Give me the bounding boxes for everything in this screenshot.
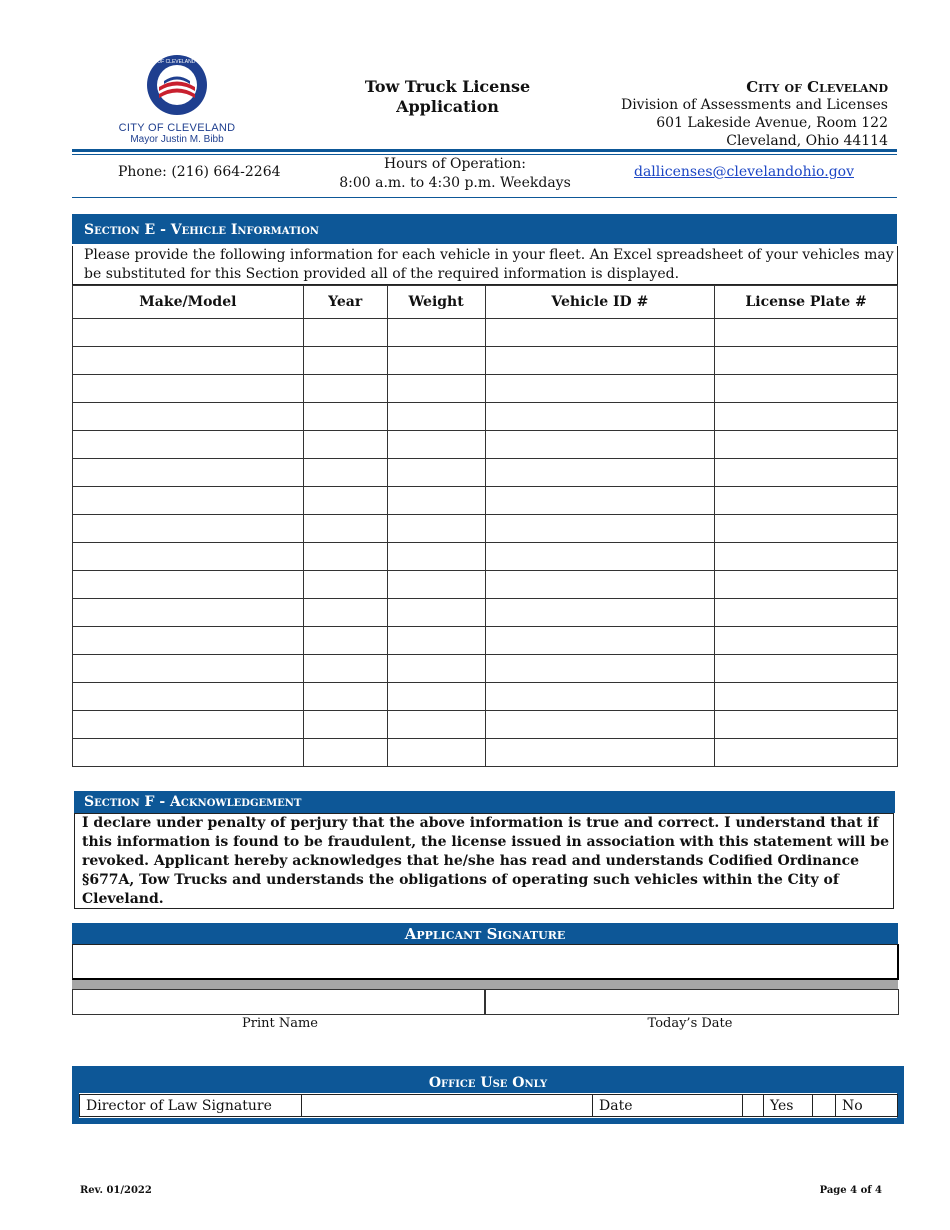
cell-weight[interactable] (387, 319, 485, 347)
title-line-1: Tow Truck License (364, 77, 531, 96)
signature-field[interactable] (72, 944, 899, 980)
cell-weight[interactable] (387, 487, 485, 515)
vehicle-row (73, 683, 898, 711)
email-link[interactable]: dallicenses@clevelandohio.gov (634, 164, 854, 180)
vehicle-row (73, 543, 898, 571)
revision-label: Rev. 01/2022 (80, 1185, 152, 1196)
vehicle-row (73, 375, 898, 403)
cell-weight[interactable] (387, 627, 485, 655)
cell-year[interactable] (303, 571, 387, 599)
cell-vehicle-id[interactable] (485, 711, 715, 739)
office-date-label: Date (593, 1095, 743, 1117)
cell-make-model[interactable] (73, 487, 304, 515)
section-e-header: Section E - Vehicle Information (72, 214, 897, 244)
cell-year[interactable] (303, 459, 387, 487)
phone-number: Phone: (216) 664-2264 (118, 164, 281, 180)
cell-make-model[interactable] (73, 571, 304, 599)
page-number: Page 4 of 4 (819, 1185, 882, 1196)
city-logo (112, 54, 242, 145)
todays-date-field[interactable] (484, 989, 899, 1015)
cell-year[interactable] (303, 739, 387, 767)
office-address (621, 78, 888, 150)
cell-vehicle-id[interactable] (485, 347, 715, 375)
cell-vehicle-id[interactable] (485, 431, 715, 459)
cell-year[interactable] (303, 683, 387, 711)
cell-weight[interactable] (387, 571, 485, 599)
signature-divider (72, 980, 898, 989)
cell-vehicle-id[interactable] (485, 655, 715, 683)
cell-vehicle-id[interactable] (485, 515, 715, 543)
logo-city-label: CITY OF CLEVELAND (118, 122, 236, 134)
cell-license-plate[interactable] (715, 319, 898, 347)
cell-make-model[interactable] (73, 739, 304, 767)
page-title (330, 77, 565, 117)
cell-year[interactable] (303, 375, 387, 403)
hours-of-operation (320, 155, 590, 193)
cell-weight[interactable] (387, 347, 485, 375)
no-label: No (836, 1095, 898, 1117)
cell-year[interactable] (303, 515, 387, 543)
cell-make-model[interactable] (73, 375, 304, 403)
cell-weight[interactable] (387, 543, 485, 571)
print-name-field[interactable] (72, 989, 486, 1015)
cell-weight[interactable] (387, 459, 485, 487)
cell-make-model[interactable] (73, 515, 304, 543)
yes-checkbox[interactable] (743, 1095, 764, 1117)
cell-weight[interactable] (387, 683, 485, 711)
svg-text:CITY OF CLEVELAND OHIO: CITY OF CLEVELAND OHIO (146, 59, 208, 65)
cell-weight[interactable] (387, 515, 485, 543)
office-use-header: Office Use Only (79, 1072, 897, 1093)
cell-weight[interactable] (387, 431, 485, 459)
cell-license-plate[interactable] (715, 431, 898, 459)
logo-mayor-label: Mayor Justin M. Bibb (130, 134, 224, 145)
cell-vehicle-id[interactable] (485, 487, 715, 515)
vehicle-row (73, 739, 898, 767)
cell-make-model[interactable] (73, 459, 304, 487)
cell-license-plate[interactable] (715, 571, 898, 599)
yes-label: Yes (764, 1095, 813, 1117)
cell-vehicle-id[interactable] (485, 459, 715, 487)
col-license-plate: License Plate # (715, 286, 898, 319)
cell-make-model[interactable] (73, 403, 304, 431)
cell-weight[interactable] (387, 375, 485, 403)
hours-label: Hours of Operation: (383, 156, 527, 172)
title-line-2: Application (396, 97, 499, 116)
director-signature-field[interactable] (302, 1095, 593, 1117)
cell-year[interactable] (303, 655, 387, 683)
cell-weight[interactable] (387, 711, 485, 739)
cell-weight[interactable] (387, 403, 485, 431)
cell-weight[interactable] (387, 655, 485, 683)
cell-license-plate[interactable] (715, 487, 898, 515)
cell-year[interactable] (303, 711, 387, 739)
cell-vehicle-id[interactable] (485, 403, 715, 431)
col-weight: Weight (387, 286, 485, 319)
col-year: Year (303, 286, 387, 319)
cell-year[interactable] (303, 403, 387, 431)
office-use-table (79, 1094, 898, 1117)
cell-vehicle-id[interactable] (485, 375, 715, 403)
cell-year[interactable] (303, 599, 387, 627)
cell-year[interactable] (303, 319, 387, 347)
director-signature-label: Director of Law Signature (80, 1095, 302, 1117)
cell-license-plate[interactable] (715, 711, 898, 739)
cell-license-plate[interactable] (715, 403, 898, 431)
hours-value: 8:00 a.m. to 4:30 p.m. Weekdays (339, 175, 571, 191)
print-name-label: Print Name (242, 1016, 318, 1031)
address-line-1: 601 Lakeside Avenue, Room 122 (656, 115, 888, 131)
cell-make-model[interactable] (73, 347, 304, 375)
cell-year[interactable] (303, 347, 387, 375)
applicant-signature-header: Applicant Signature (72, 923, 898, 944)
vehicle-row (73, 515, 898, 543)
cell-license-plate[interactable] (715, 683, 898, 711)
cell-year[interactable] (303, 627, 387, 655)
section-e-instructions: Please provide the following information for each vehicle in your fleet. An Excel spreadsheet of your vehicles may be substituted for this Section provided all of the required information is displayed. (72, 246, 898, 285)
cell-license-plate[interactable] (715, 543, 898, 571)
vehicle-row (73, 655, 898, 683)
vehicle-row (73, 571, 898, 599)
cell-make-model[interactable] (73, 627, 304, 655)
cell-vehicle-id[interactable] (485, 599, 715, 627)
cell-vehicle-id[interactable] (485, 543, 715, 571)
vehicle-row (73, 599, 898, 627)
vehicle-row (73, 403, 898, 431)
header-rule-thick (72, 149, 897, 152)
vehicle-row (73, 459, 898, 487)
cell-license-plate[interactable] (715, 599, 898, 627)
contact-rule (72, 197, 897, 198)
cell-vehicle-id[interactable] (485, 627, 715, 655)
no-checkbox[interactable] (813, 1095, 836, 1117)
col-make-model: Make/Model (73, 286, 304, 319)
address-line-2: Cleveland, Ohio 44114 (726, 133, 888, 149)
cell-make-model[interactable] (73, 683, 304, 711)
cell-vehicle-id[interactable] (485, 683, 715, 711)
cell-year[interactable] (303, 487, 387, 515)
cell-license-plate[interactable] (715, 739, 898, 767)
acknowledgement-text: I declare under penalty of perjury that the above information is true and correct. I understand that if this information is found to be fraudulent, the license issued in association with this statement will be revoked. Applicant hereby acknowledges that he/she has read and understands Codified Ordinance §677A, Tow Trucks and understands the obligations of operating such vehicles within the City of Cleveland. (74, 813, 894, 909)
division-name: Division of Assessments and Licenses (620, 97, 888, 113)
cell-license-plate[interactable] (715, 655, 898, 683)
cell-year[interactable] (303, 543, 387, 571)
vehicle-table (72, 285, 898, 767)
org-name: City of Cleveland (746, 78, 888, 96)
todays-date-label: Today’s Date (647, 1016, 733, 1031)
vehicle-row (73, 487, 898, 515)
vehicle-row (73, 431, 898, 459)
cell-license-plate[interactable] (715, 459, 898, 487)
cell-year[interactable] (303, 431, 387, 459)
cell-weight[interactable] (387, 599, 485, 627)
cell-vehicle-id[interactable] (485, 319, 715, 347)
section-f-header: Section F - Acknowledgement (74, 791, 895, 813)
vehicle-row (73, 711, 898, 739)
cell-make-model[interactable] (73, 711, 304, 739)
cell-make-model[interactable] (73, 655, 304, 683)
cell-make-model[interactable] (73, 599, 304, 627)
cell-license-plate[interactable] (715, 375, 898, 403)
cell-vehicle-id[interactable] (485, 571, 715, 599)
city-seal-icon (146, 54, 208, 116)
col-vehicle-id: Vehicle ID # (485, 286, 715, 319)
cell-make-model[interactable] (73, 319, 304, 347)
cell-license-plate[interactable] (715, 515, 898, 543)
cell-weight[interactable] (387, 739, 485, 767)
cell-license-plate[interactable] (715, 347, 898, 375)
cell-license-plate[interactable] (715, 627, 898, 655)
cell-make-model[interactable] (73, 431, 304, 459)
vehicle-table-header (73, 286, 898, 319)
vehicle-row (73, 627, 898, 655)
cell-make-model[interactable] (73, 543, 304, 571)
vehicle-row (73, 347, 898, 375)
cell-vehicle-id[interactable] (485, 739, 715, 767)
vehicle-row (73, 319, 898, 347)
